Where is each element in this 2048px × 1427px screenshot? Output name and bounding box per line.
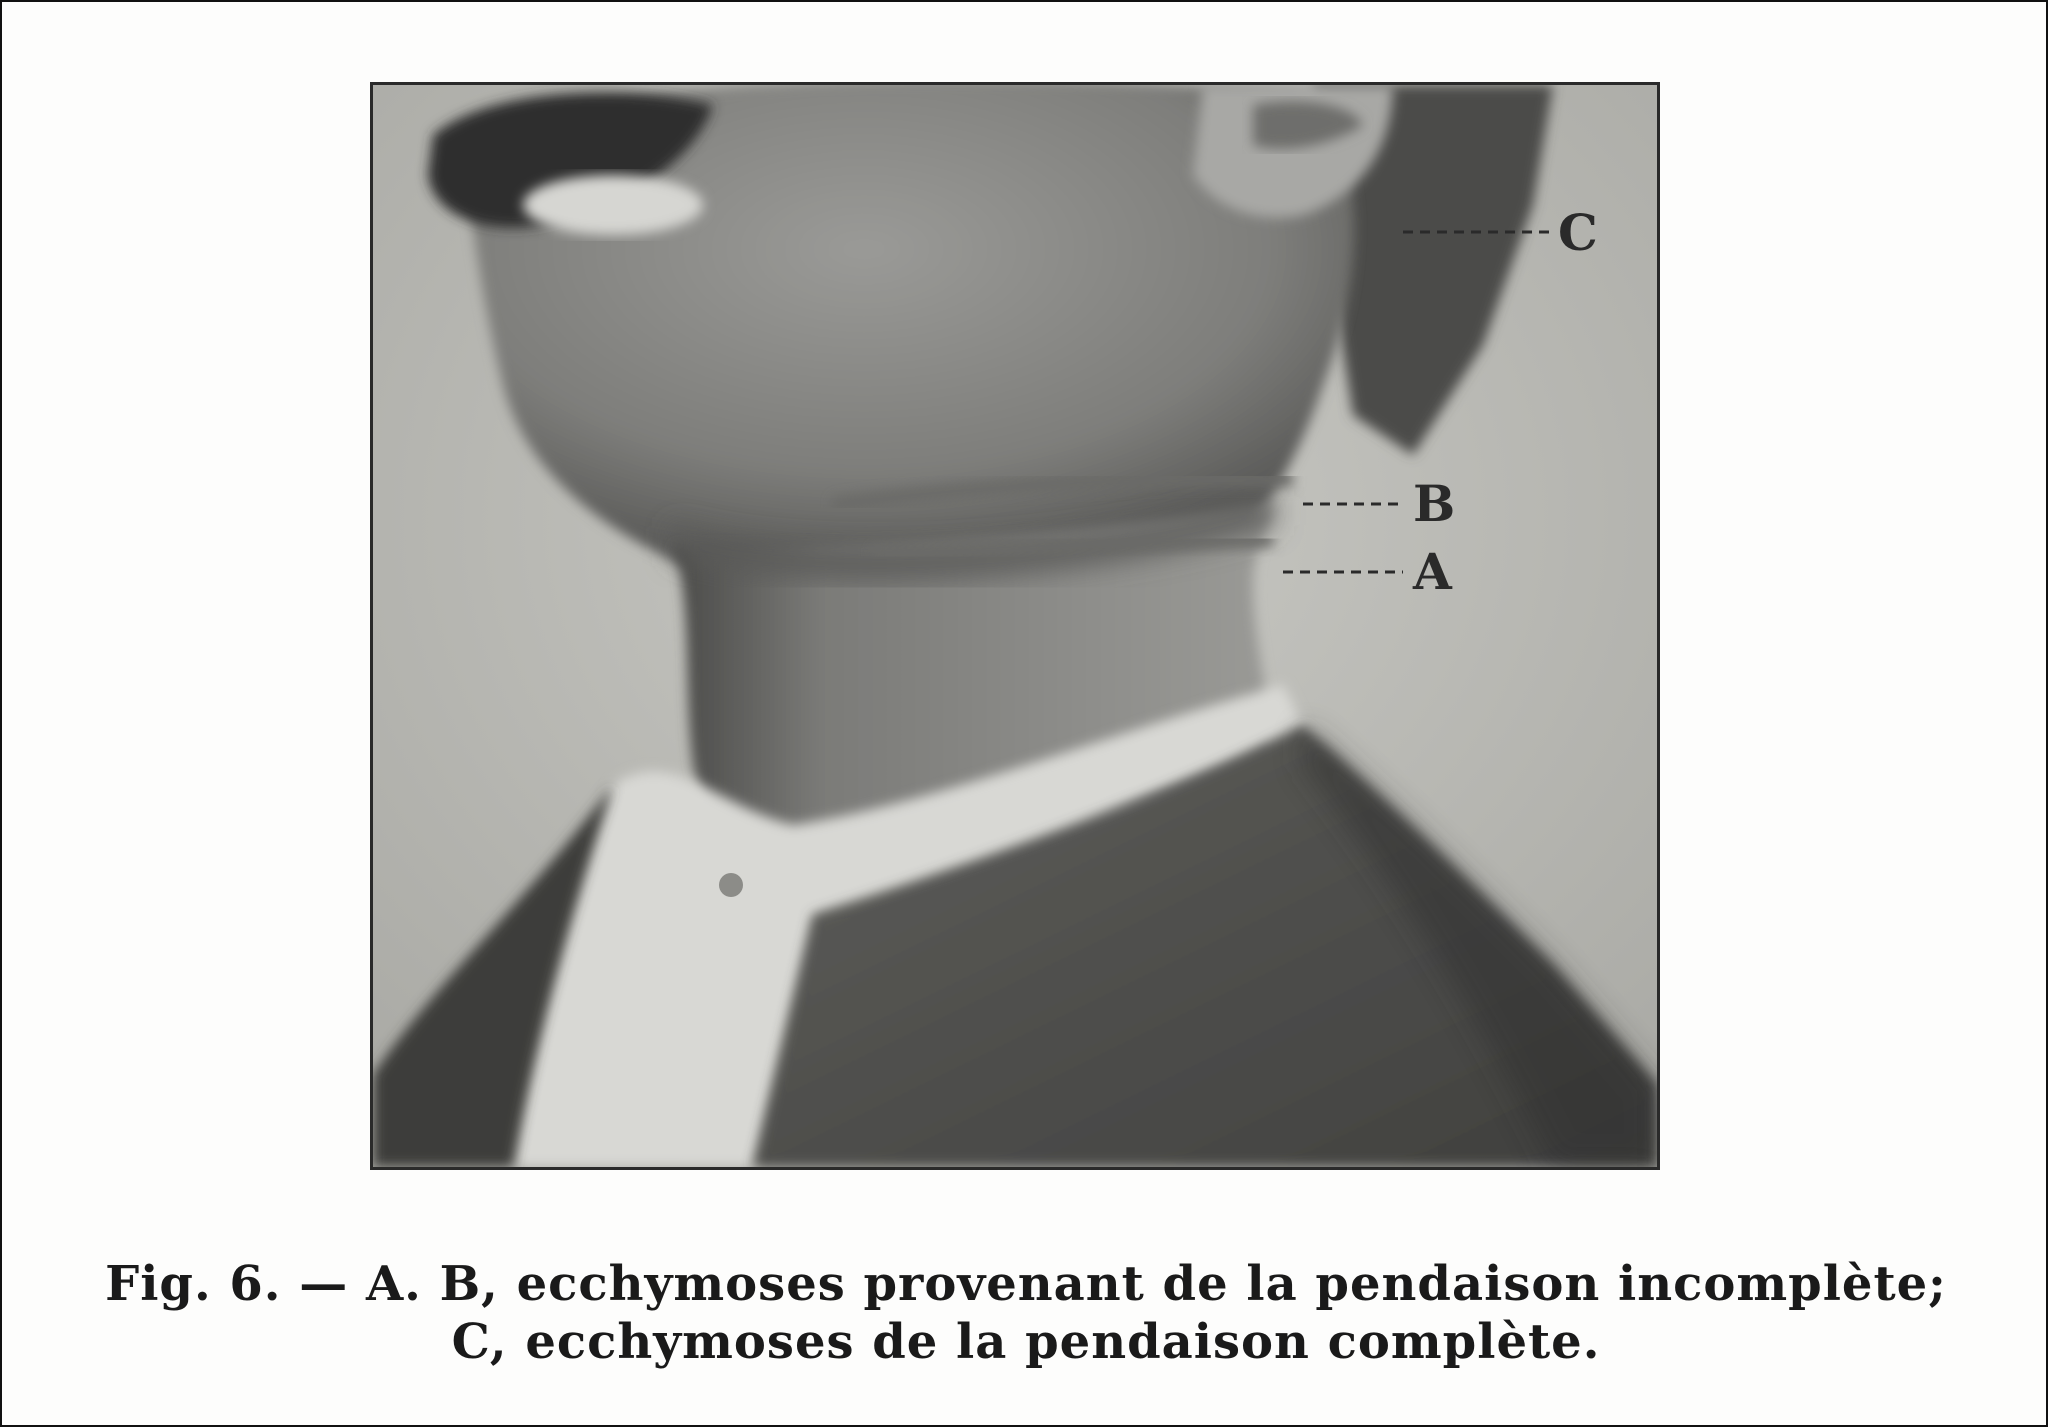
- neck-photograph: [373, 85, 1657, 1167]
- marker-c: C: [1558, 203, 1598, 262]
- figure-caption-line-1: Fig. 6. — A. B, ecchymoses provenant de la pendaison incomplète;: [105, 1256, 1947, 1312]
- photo-figure: [370, 82, 1660, 1170]
- marker-b: B: [1413, 474, 1456, 533]
- marker-a: A: [1413, 542, 1452, 601]
- figure-caption-line-2: C, ecchymoses de la pendaison complète.: [451, 1314, 1601, 1370]
- lip-highlight: [523, 175, 703, 235]
- collar-button: [719, 873, 743, 897]
